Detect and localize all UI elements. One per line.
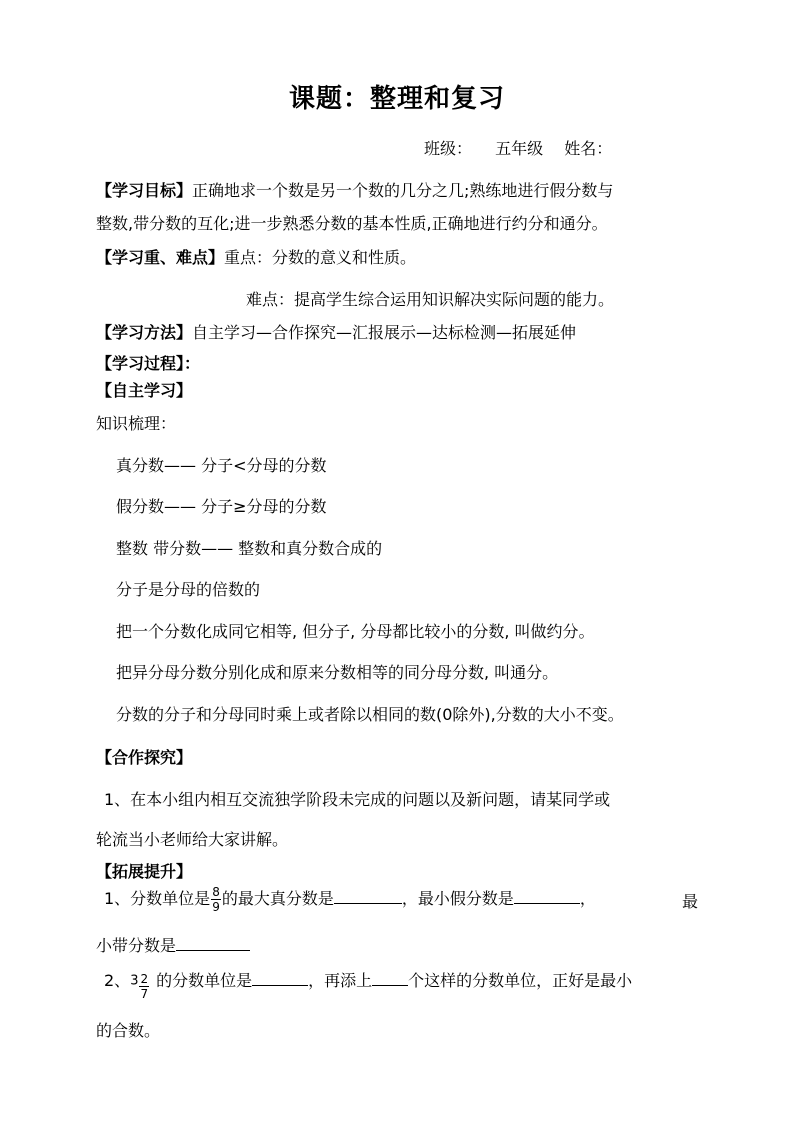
class-value: 五年级 [495,139,544,158]
ext-question-2 [104,955,632,1007]
class-info [424,136,612,159]
q1-text-a: 1、分数单位是 [104,889,211,908]
knowledge-item-3: 整数 带分数—— 整数和真分数合成的 [116,539,383,558]
key-heading: 【学习重、难点】 [96,248,225,267]
q1-text-d: ， [579,889,596,908]
q1-text-e: 最 [682,892,699,911]
mixed-numerator: 2 [140,971,149,986]
knowledge-item-4: 分子是分母的倍数的 [116,580,261,599]
goals-text-1: 正确地求一个数是另一个数的几分之几;熟练地进行假分数与 [192,181,614,200]
answer-blank-2[interactable] [514,887,580,904]
difficulty-text: 难点：提高学生综合运用知识解决实际问题的能力。 [246,290,615,309]
q1-text-b: 的最大真分数是 [221,889,334,908]
method-heading: 【学习方法】 [96,323,193,342]
answer-blank-1[interactable] [334,887,402,904]
knowledge-item-2: 假分数—— 分子≥分母的分数 [116,497,327,516]
mixed-fraction [139,973,149,1000]
ext-question-1 [104,880,596,918]
fraction-eight-ninths [211,886,221,913]
process-heading: 【学习过程】： [96,354,201,373]
knowledge-item-7: 分数的分子和分母同时乘上或者除以相同的数(0除外),分数的大小不变。 [116,705,624,724]
method-text: 自主学习—合作探究—汇报展示—达标检测—拓展延伸 [192,323,577,342]
knowledge-item-5: 把一个分数化成同它相等, 但分子, 分母都比较小的分数, 叫做约分。 [116,622,595,641]
key-point: 重点：分数的意义和性质。 [224,248,417,267]
self-study-heading: 【自主学习】 [96,381,193,400]
answer-blank-5[interactable] [372,969,408,986]
goals-text-2: 整数,带分数的互化;进一步熟悉分数的基本性质,正确地进行约分和通分。 [96,214,608,233]
q1-text-f: 小带分数是 [96,936,177,955]
answer-blank-4[interactable] [252,969,308,986]
fraction-numerator: 8 [212,885,220,899]
knowledge-item-1: 真分数—— 分子<分母的分数 [116,456,327,475]
ext-heading: 【拓展提升】 [96,862,193,881]
q2-text-d: 个这样的分数单位，正好是最小 [408,971,633,990]
mixed-number-three-and-two-sevenths [130,955,150,1008]
coop-text-2: 轮流当小老师给大家讲解。 [96,830,289,849]
coop-heading: 【合作探究】 [96,748,193,767]
mixed-whole: 3 [130,973,139,989]
coop-text-1: 1、在本小组内相互交流独学阶段未完成的问题以及新问题，请某同学或 [104,790,611,809]
name-label: 姓名： [564,139,613,158]
mixed-denominator: 7 [140,986,149,1001]
q1-text-c: ，最小假分数是 [401,889,514,908]
knowledge-label: 知识梳理： [96,414,177,433]
knowledge-item-6: 把异分母分数分别化成和原来分数相等的同分母分数, 叫通分。 [116,663,559,682]
page-title: 课题：整理和复习 [288,84,505,114]
answer-blank-3[interactable] [176,934,250,951]
q2-text-a: 2、 [104,971,131,990]
q2-text-e: 的合数。 [96,1021,161,1040]
method-line [96,320,576,343]
q2-text-c: ，再添上 [308,971,373,990]
goals-heading: 【学习目标】 [96,181,193,200]
q2-text-b: 的分数单位是 [156,971,253,990]
fraction-denominator: 9 [212,900,220,914]
key-line [96,245,416,268]
ext-question-1-cont [96,933,250,956]
class-label: 班级： [424,139,473,158]
goals-line-1 [96,178,613,201]
